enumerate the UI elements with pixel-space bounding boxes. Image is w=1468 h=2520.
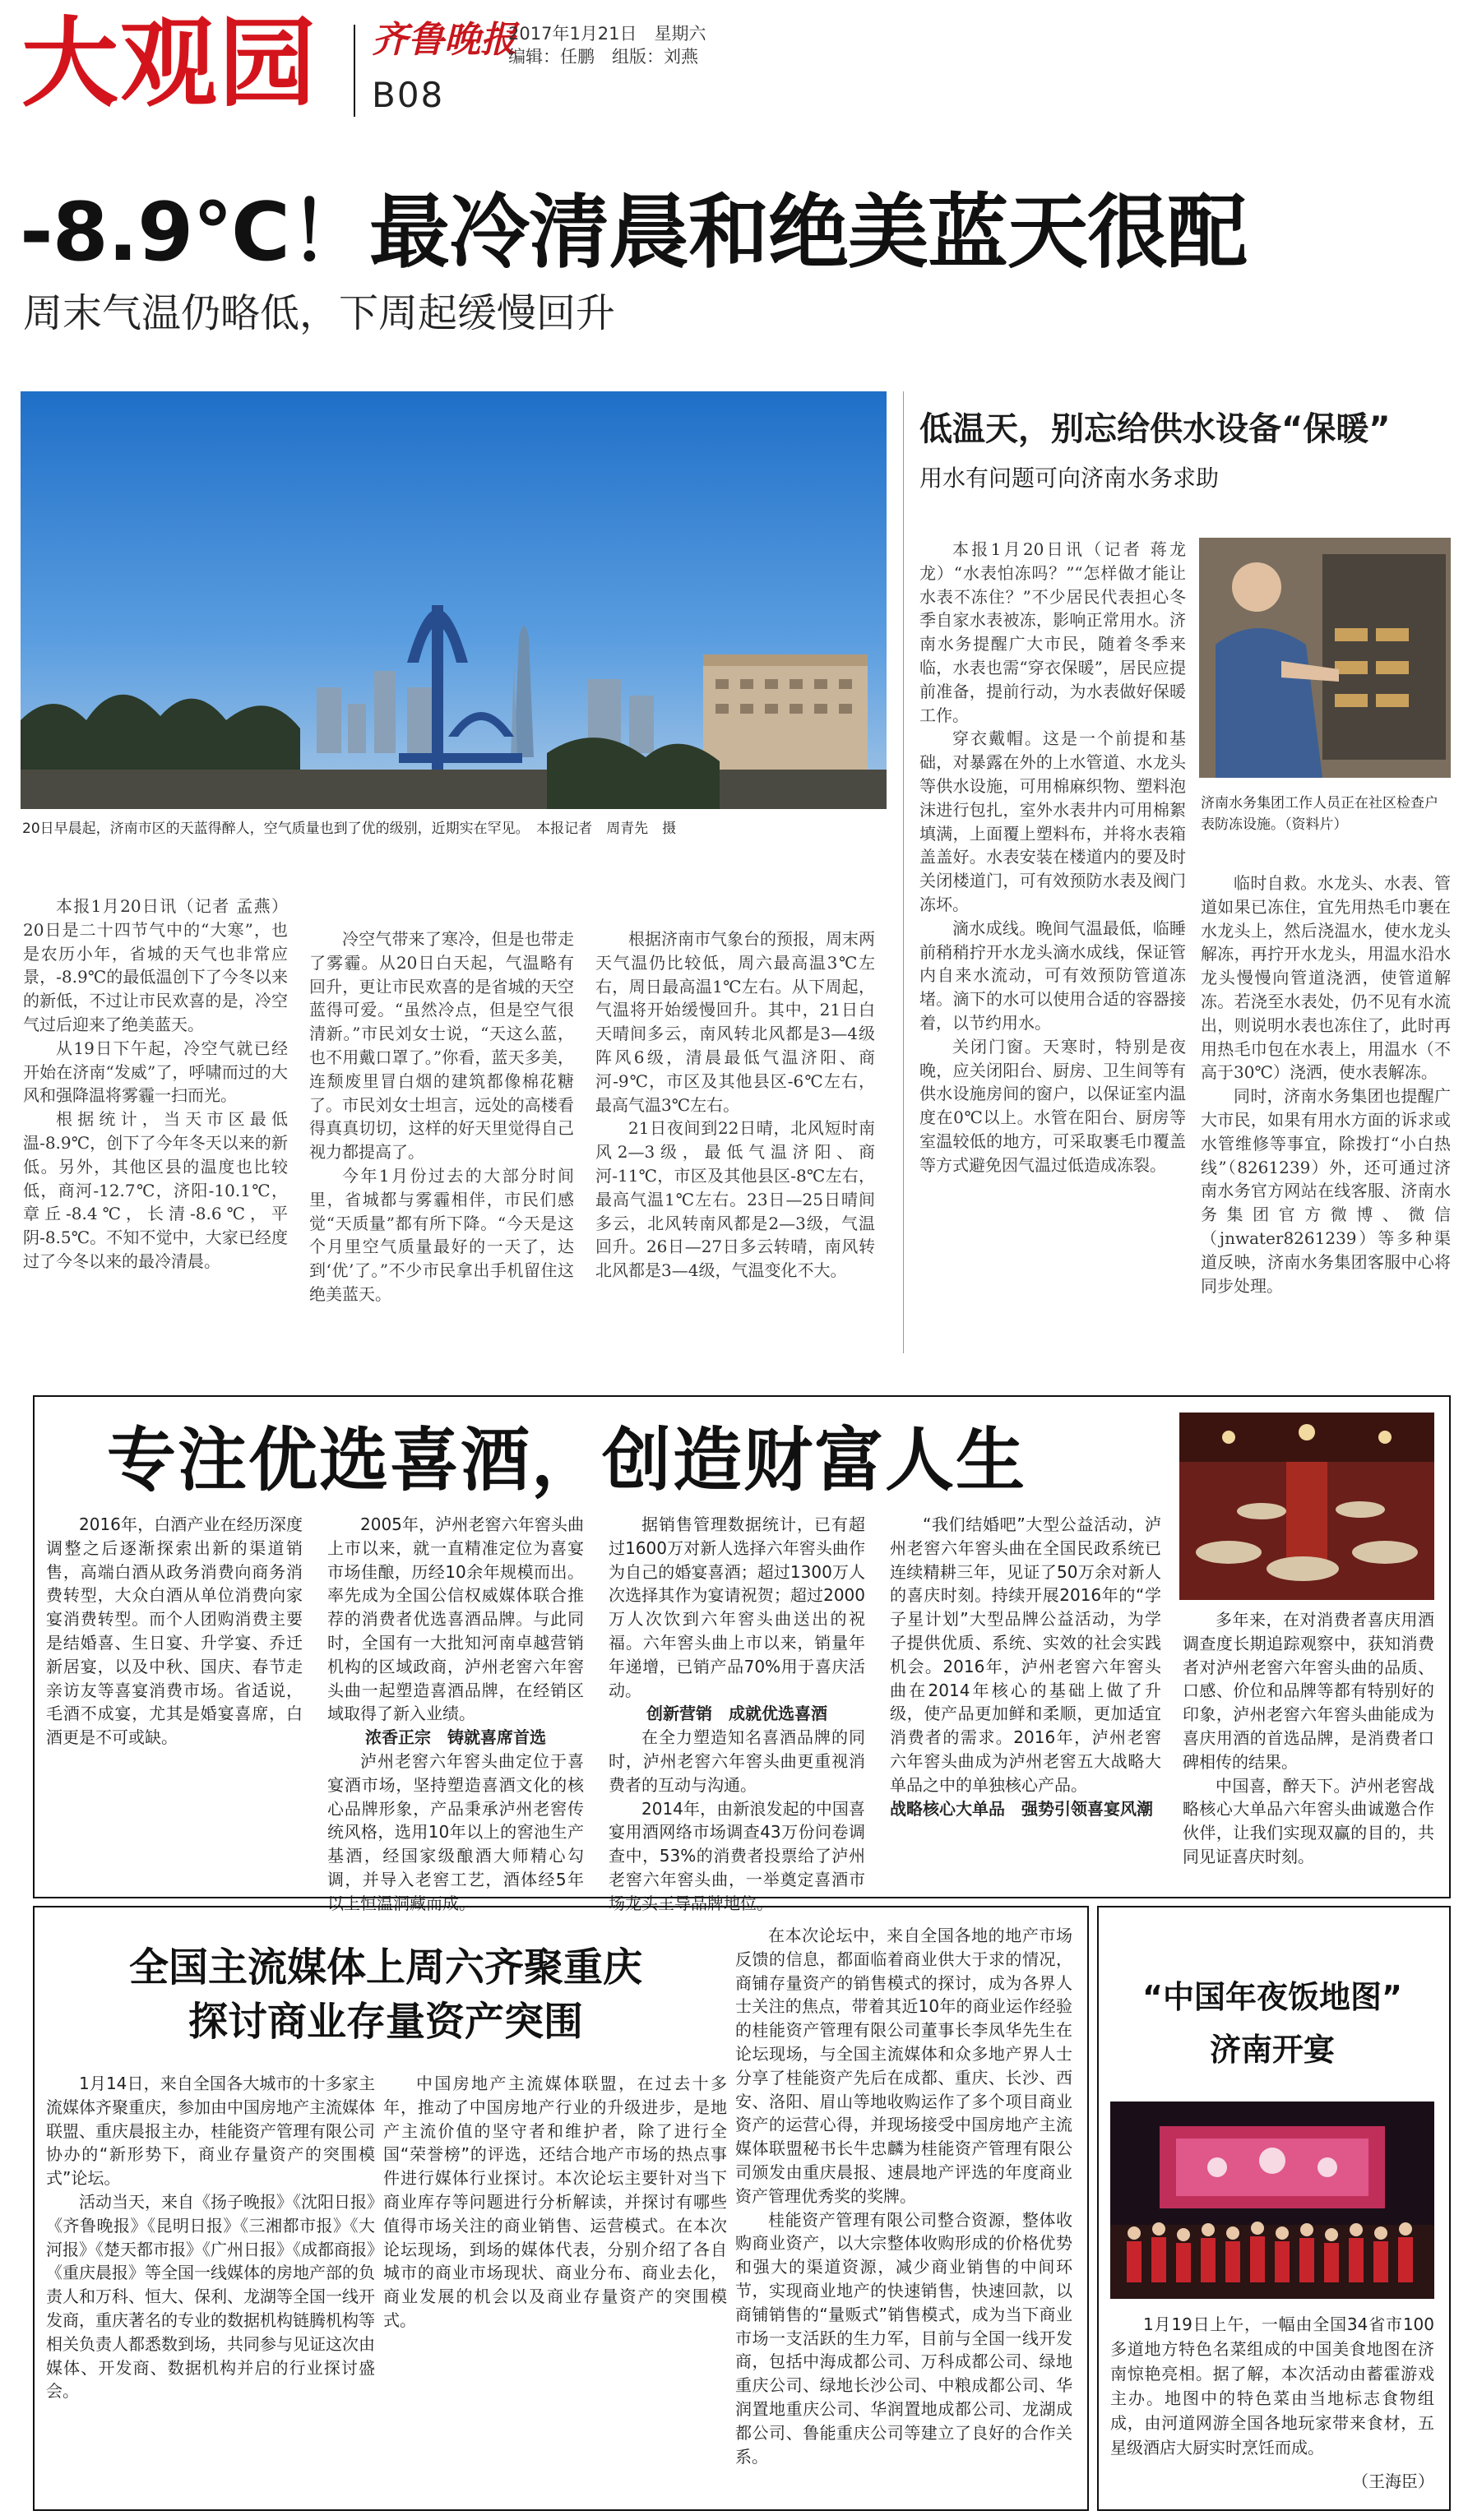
liquor-subhead-3: 战略核心大单品 强势引领喜宴风潮: [890, 1798, 1153, 1819]
lead-body-col2: [309, 927, 574, 1355]
media-para-1: 1月14日，来自全国各大城市的十多家主流媒体齐聚重庆，参加由中国房地产主流媒体联盟、重庆晨报主办，桂能资产管理有限公司协办的“新形势下，商业存量资产的突围模式”论坛。: [46, 2074, 375, 2189]
water-photo-caption: 济南水务集团工作人员正在社区检查户表防冻设施。（资料片）: [1201, 795, 1438, 833]
liquor-ad-col3: [609, 1513, 865, 1913]
lead-subheadline: 周末气温仍略低，下周起缓慢回升: [23, 290, 616, 336]
liquor-subhead-2: 创新营销 成就优选喜酒: [646, 1704, 827, 1724]
media-para-5: 桂能资产管理有限公司整合资源，整体收购商业资产，以大宗整体收购形成的价格优势和强大的渠道资源，减少商业销售的中间环节，实现商业地产的快速销售，快速回款，以商铺销售的“量贩式”销售模式，成为当下商业市场一支活跃的生力军，目前与全国一线开发商，包括中海成都公司、万科成都公司、绿地重庆公司、绿地长沙公司、中粮成都公司、华润置地重庆公司、华润置地成都公司、龙湖成都公司、鲁能重庆公司等建立了良好的合作关系。: [735, 2209, 1072, 2467]
liquor-para-7: “我们结婚吧”大型公益活动，泸州老窖六年窖头曲在全国民政系统已连续精耕三年，见证了50万余对新人的喜庆时刻。持续开展2016年的“学子星计划”大型品牌公益活动，为学子提供优质、系统、实效的社会实践机会。2016年，泸州老窖六年窖头曲在2014年核心的基础上做了升级，使产品更加鲜和柔顺，更加适宜消费者的需求。2016年，泸州老窖六年窖头曲成为泸州老窖五大战略大单品之中的单独核心产品。: [890, 1514, 1161, 1795]
liquor-ad-photo-image: [1179, 1413, 1434, 1600]
lead-para-1: 本报1月20日讯（记者 孟燕）20日是二十四节气中的“大寒”，也是农历小年，省城的天气也非常应景，-8.9℃的最低温创下了今冬以来的新低，不过让市民欢喜的是，冷空气过后迎来了绝美蓝天。: [23, 896, 288, 1034]
dinner-title-line1: “中国年夜饭地图”: [1142, 1979, 1402, 2015]
liquor-para-1: 2016年，白酒产业在经历深度调整之后逐渐探索出新的渠道销售，高端白酒从政务消费向商务消费转型，大众白酒从单位消费向家宴消费转型。而个人团购消费主要是结婚喜、生日宴、升学宴、乔迁新居宴，以及中秋、国庆、春节走亲访友等喜宴消费市场。省适说，毛酒不成宴，尤其是婚宴喜席，白酒更是不可或缺。: [46, 1514, 303, 1748]
dinner-photo: [1110, 2102, 1434, 2299]
lead-para-5: 今年1月份过去的大部分时间里，省城都与雾霾相伴，市民们感觉“天质量”都有所下降。“今天是这个月里空气质量最好的一天了，达到‘优’了。”不少市民拿出手机留住这绝美蓝天。: [309, 1165, 574, 1304]
lead-para-2: 从19日下午起，冷空气就已经开始在济南“发威”了，呼啸而过的大风和强降温将雾霾一扫而光。: [23, 1038, 288, 1106]
media-title-line1: 全国主流媒体上周六齐聚重庆: [128, 1944, 642, 1991]
water-para-1: 本报1月20日讯（记者 蒋龙龙）“水表怕冻吗？”“怎样做才能让水表不冻住？”不少居民代表担心冬季自家水表被冻，影响正常用水。济南水务提醒广大市民，随着冬季来临，水表也需“穿衣保暖”，居民应提前准备，提前行动，为水表做好保暖工作。: [919, 539, 1186, 725]
water-body-col2: [1201, 872, 1451, 1353]
date-line: 2017年1月21日 星期六: [508, 24, 706, 44]
masthead-divider: [354, 25, 355, 117]
liquor-para-6: 2014年，由新浪发起的中国喜宴用酒网络市场调查43万份问卷调查中，53%的消费者投票给了泸州老窖六年窖头曲，一举奠定喜酒市场龙头王导品牌地位。: [609, 1798, 865, 1913]
lead-photo-caption: 20日早晨起，济南市区的天蓝得醉人，空气质量也到了优的级别，近期实在罕见。 本报记者 周青先 摄: [22, 821, 677, 837]
media-para-2: 活动当天，来自《扬子晚报》《沈阳日报》《齐鲁晚报》《昆明日报》《三湘都市报》《大河报》《楚天都市报》《广州日报》《成都商报》《重庆晨报》等全国一线媒体的房地产部的负责人和万科、恒大、保利、龙湖等全国一线开发商，重庆著名的专业的数据机构链腾机构等相关负责人都悉数到场，共同参与见证这次由媒体、开发商、数据机构并启的行业探讨盛会。: [46, 2191, 375, 2402]
water-para-3: 滴水成线。晚间气温最低，临睡前稍稍拧开水龙头滴水成线，保证管内自来水流动，可有效预防管道冻堵。滴下的水可以使用合适的容器接着，以节约用水。: [919, 918, 1186, 1033]
dinner-title-line2: 济南开宴: [1209, 2032, 1335, 2068]
liquor-ad-title: 专注优选喜酒，创造财富人生: [107, 1420, 1027, 1500]
water-para-4: 关闭门窗。天寒时，特别是夜晚，应关闭阳台、厨房、卫生间等有供水设施房间的窗户，以保证室内温度在0℃以上。水管在阳台、厨房等室温较低的地方，可采取裹毛巾覆盖等方式避免因气温过低造成冻裂。: [919, 1036, 1186, 1175]
liquor-para-8: 多年来，在对消费者喜庆用酒调查度长期追踪观察中，获知消费者对泸州老窖六年窖头曲的品质、口感、价位和品牌等都有特别好的印象，泸州老窖六年窖头曲能成为喜庆用酒的首选品牌，是消费者口碑相传的结果。: [1183, 1610, 1434, 1772]
water-subtitle: 用水有问题可向济南水务求助: [919, 465, 1220, 492]
liquor-subhead-1: 浓香正宗 铸就喜席首选: [365, 1727, 546, 1748]
water-para-5: 临时自救。水龙头、水表、管道如果已冻住，宜先用热毛巾裹在水龙头上，然后浇温水，使水龙头解冻，再拧开水龙头，用温水沿水龙头慢慢向管道浇洒，使管道解冻。若浇至水表处，仍不见有水流出，则说明水表也冻住了，此时再用热毛巾包在水表上，用温水（不高于30℃）浇洒，使水表解冻。: [1201, 873, 1451, 1083]
media-para-3: 中国房地产主流媒体联盟，在过去十多年，推动了中国房地产行业的升级进步，是地产主流价值的坚守者和维护者，除了进行全国“荣誉榜”的评选，还结合地产市场的热点事件进行媒体行业探讨。本次论坛主要针对当下商业库存等问题进行分析解读，并探讨有哪些值得市场关注的商业销售、运营模式。在本次论坛现场，到场的媒体代表，分别介绍了各自城市的商业市场现状、商业分布、商业去化，商业发展的机会以及商业存量资产的突围模式。: [383, 2074, 727, 2330]
lead-para-7: 21日夜间到22日晴，北风短时南风2—3级，最低气温济阳、商河-11℃，市区及其他县区-8℃左右，最高气温1℃左右。23日—25日晴间多云，北风转南风都是2—3级，气温回升。26日—27日多云转晴，南风转北风都是3—4级，气温变化不大。: [595, 1118, 875, 1281]
section-title: 大观园: [21, 7, 318, 120]
lead-para-4: 冷空气带来了寒冷，但是也带走了雾霾。从20日白天起，气温略有回升，更让市民欢喜的是省城的天空蓝得可爱。“虽然冷点，但是空气很清新。”市民刘女士说，“天这么蓝，也不用戴口罩了。”你看，蓝天多美，连颓废里冒白烟的建筑都像棉花糖了。市民刘女士坦言，远处的高楼看得真真切切，这样的好天里觉得自己视力都提高了。: [309, 929, 574, 1163]
water-title: 低温天，别忘给供水设备“保暖”: [919, 410, 1391, 448]
media-col1: [46, 2072, 375, 2499]
liquor-para-9: 中国喜，醉天下。泸州老窖战略核心大单品六年窖头曲诚邀合作伙伴，让我们实现双赢的目的，共同见证喜庆时刻。: [1183, 1775, 1434, 1866]
liquor-ad-col2: [327, 1513, 584, 1913]
water-photo-image: [1199, 538, 1451, 778]
paper-name: 齐鲁晚报: [372, 19, 516, 61]
liquor-ad-col5: [1183, 1608, 1434, 1884]
dinner-body: [1110, 2312, 1434, 2468]
liquor-para-4: 据销售管理数据统计，已有超过1600万对新人选择六年窖头曲作为自己的婚宴喜酒；超过1300万人次选择其作为宴请祝贺；超过2000万人次饮到六年窖头曲送出的祝福。六年窖头曲上市以来，销量年年递增，已销产品70%用于喜庆活动。: [609, 1514, 865, 1700]
lead-para-6: 根据济南市气象台的预报，周末两天气温仍比较低，周六最高温3℃左右，周日最高温1℃左右。从下周起，气温将开始缓慢回升。其中，21日白天晴间多云，南风转北风都是3—4级阵风6级，清晨最低气温济阳、商河-9℃，市区及其他县区-6℃左右，最高气温3℃左右。: [595, 929, 875, 1115]
lead-photo-image: [21, 391, 887, 809]
editors-line: 编辑：任鹏 组版：刘燕: [508, 47, 698, 67]
media-col3: [735, 1924, 1072, 2499]
dinner-photo-image: [1110, 2102, 1434, 2299]
water-para-2: 穿衣戴帽。这是一个前提和基础，对暴露在外的上水管道、水龙头等供水设施，可用棉麻织物、塑料泡沫进行包扎，室外水表井内可用棉絮填满，上面覆上塑料布，并将水表箱盖盖好。水表安装在楼道内的要及时关闭楼道门，可有效预防水表及阀门冻坏。: [919, 728, 1186, 914]
liquor-ad-photo: [1179, 1413, 1434, 1600]
dinner-byline: （王海臣）: [1352, 2471, 1434, 2491]
liquor-ad-col1: [46, 1513, 303, 1883]
liquor-ad-col4: [890, 1513, 1161, 1883]
lead-para-3: 根据统计，当天市区最低温-8.9℃，创下了今年冬天以来的新低。另外，其他区县的温度也比较低，商河-12.7℃，济阳-10.1℃，章丘-8.4℃，长清-8.6℃，平阴-8.5℃。不知不觉中，大家已经度过了今冬以来的最冷清晨。: [23, 1109, 288, 1271]
lead-photo: [21, 391, 887, 809]
lead-body-col3: [595, 927, 875, 1355]
liquor-para-5: 在全力塑造知名喜酒品牌的同时，泸州老窖六年窖头曲更重视消费者的互动与沟通。: [609, 1727, 865, 1795]
page-number: B08: [372, 75, 445, 115]
media-para-4: 在本次论坛中，来自全国各地的地产市场反馈的信息，都面临着商业供大于求的情况，商铺存量资产的销售模式的探讨，成为各界人士关注的焦点，带着其近10年的商业运作经验的桂能资产管理有限公司董事长李凤华先生在论坛现场，与全国主流媒体和众多地产界人士分享了桂能资产先后在成都、重庆、长沙、西安、洛阳、眉山等地收购运作了多个项目商业资产的运营心得，并现场接受中国房地产主流媒体联盟秘书长牛忠麟为桂能资产管理有限公司颁发由重庆晨报、速晨地产评选的年度商业资产管理优秀奖的奖牌。: [735, 1926, 1072, 2206]
media-col2: [383, 2072, 727, 2499]
liquor-para-3: 泸州老窖六年窖头曲定位于喜宴酒市场，坚持塑造喜酒文化的核心品牌形象，产品秉承泸州老窖传统风格，选用10年以上的窖池生产基酒，经国家级酿酒大师精心勾调，并导入老窖工艺，酒体经5年以上恒温洞藏而成。: [327, 1750, 584, 1913]
liquor-para-2: 2005年，泸州老窖六年窖头曲上市以来，就一直精准定位为喜宴市场佳酿，历经10余年规模而出。率先成为全国公信权威媒体联合推荐的消费者优选喜酒品牌。与此同时，全国有一大批知河南卓越营销机构的区域政商，泸州老窖六年窖头曲一起塑造喜酒品牌，在经销区域取得了新入业绩。: [327, 1514, 584, 1724]
media-title-line2: 探讨商业存量资产突围: [188, 1999, 583, 2045]
water-divider: [903, 391, 904, 1353]
water-para-6: 同时，济南水务集团也提醒广大市民，如果有用水方面的诉求或水管维修等事宜，除拨打“小白热线”（8261239）外，还可通过济南水务官方网站在线客服、济南水务集团官方微博、微信（jnwater8261239）等多种渠道反映，济南水务集团客服中心将同步处理。: [1201, 1086, 1451, 1296]
water-photo: [1199, 538, 1451, 778]
dinner-para-1: 1月19日上午，一幅由全国34省市100多道地方特色名菜组成的中国美食地图在济南惊艳亮相。据了解，本次活动由蓄霍游戏主办。地图中的特色菜由当地标志食物组成，由河道网游全国各地玩家带来食材，五星级酒店大厨实时烹饪而成。: [1110, 2314, 1434, 2458]
water-body-col1: [919, 538, 1186, 1352]
lead-body-col1: [23, 895, 288, 1355]
lead-headline: -8.9℃！最冷清晨和绝美蓝天很配: [20, 186, 1247, 280]
